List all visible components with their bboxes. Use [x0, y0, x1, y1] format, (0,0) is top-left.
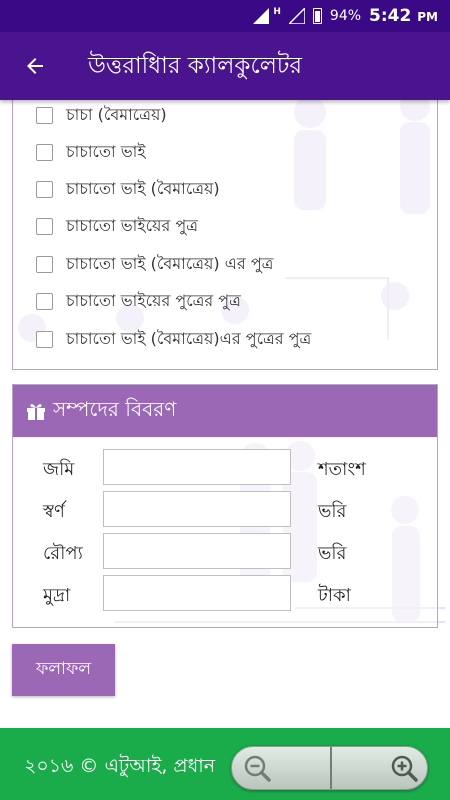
relative-label: চাচাতো ভাইয়ের পুত্র	[66, 215, 198, 235]
relative-checkbox-row[interactable]	[36, 249, 273, 279]
asset-row-land	[13, 449, 437, 487]
status-bar	[0, 0, 450, 32]
relative-checkbox-row[interactable]	[36, 286, 241, 316]
cash-amount-input[interactable]	[103, 575, 291, 611]
battery-percent: 94%	[329, 8, 362, 24]
asset-section-header	[13, 385, 437, 437]
clock-ampm: PM	[417, 10, 438, 24]
asset-unit: ভরি	[318, 543, 347, 564]
asset-label: জমি	[43, 459, 75, 480]
result-button[interactable]: ফলাফল	[12, 644, 115, 696]
asset-label: মুদ্রা	[43, 585, 71, 606]
back-button[interactable]	[0, 32, 70, 100]
no-sim-signal-icon	[289, 8, 305, 24]
status-icons	[253, 0, 438, 32]
zoom-in-button[interactable]	[331, 747, 427, 789]
relative-label: চাচাতো ভাই (বৈমাত্রেয়)এর পুত্রের পুত্র	[66, 328, 312, 348]
relative-label: চাচা (বৈমাত্রেয়)	[66, 104, 167, 124]
arrow-left-icon	[23, 54, 47, 78]
relative-checkbox-row[interactable]	[36, 100, 167, 130]
relative-label: চাচাতো ভাই	[66, 141, 146, 161]
page-title: উত্তরাধিার ক্যালকুলেটর	[88, 52, 303, 79]
asset-label: রৌপ্য	[43, 543, 83, 564]
silver-amount-input[interactable]	[103, 533, 291, 569]
asset-label: স্বর্ণ	[43, 501, 65, 522]
asset-section-title: সম্পদের বিবরণ	[53, 396, 177, 421]
clock-time: 5:42	[369, 6, 412, 26]
asset-row-gold	[13, 491, 437, 529]
relative-checkbox-row[interactable]	[36, 174, 220, 204]
asset-details-card	[12, 384, 438, 628]
clock	[369, 6, 438, 26]
battery-icon	[313, 8, 322, 24]
footer-copyright: ২০১৬ © এটুআই, প্রধান	[24, 755, 216, 777]
relative-checkbox-row[interactable]	[36, 137, 146, 167]
relative-checkbox-row[interactable]	[36, 211, 198, 241]
relative-label: চাচাতো ভাইয়ের পুত্রের পুত্র	[66, 290, 241, 310]
asset-row-silver	[13, 533, 437, 571]
gift-icon	[25, 400, 47, 422]
zoom-out-button[interactable]	[232, 747, 328, 789]
relative-label: চাচাতো ভাই (বৈমাত্রেয়) এর পুত্র	[66, 253, 274, 273]
asset-unit: টাকা	[318, 585, 351, 606]
zoom-in-icon	[389, 753, 419, 783]
network-type: H	[273, 7, 281, 17]
checkbox[interactable]	[36, 107, 53, 124]
relative-checkbox-row[interactable]	[36, 324, 311, 354]
checkbox[interactable]	[36, 218, 53, 235]
main-content[interactable]	[0, 100, 450, 728]
zoom-out-icon	[242, 753, 272, 783]
zoom-control	[231, 746, 428, 790]
checkbox[interactable]	[36, 293, 53, 310]
signal-icon	[253, 8, 269, 24]
asset-unit: শতাংশ	[318, 459, 366, 480]
gold-amount-input[interactable]	[103, 491, 291, 527]
asset-unit: ভরি	[318, 501, 347, 522]
checkbox[interactable]	[36, 331, 53, 348]
land-amount-input[interactable]	[103, 449, 291, 485]
asset-row-cash	[13, 575, 437, 613]
relative-label: চাচাতো ভাই (বৈমাত্রেয়)	[66, 178, 220, 198]
app-bar	[0, 32, 450, 100]
checkbox[interactable]	[36, 144, 53, 161]
checkbox[interactable]	[36, 181, 53, 198]
checkbox[interactable]	[36, 256, 53, 273]
